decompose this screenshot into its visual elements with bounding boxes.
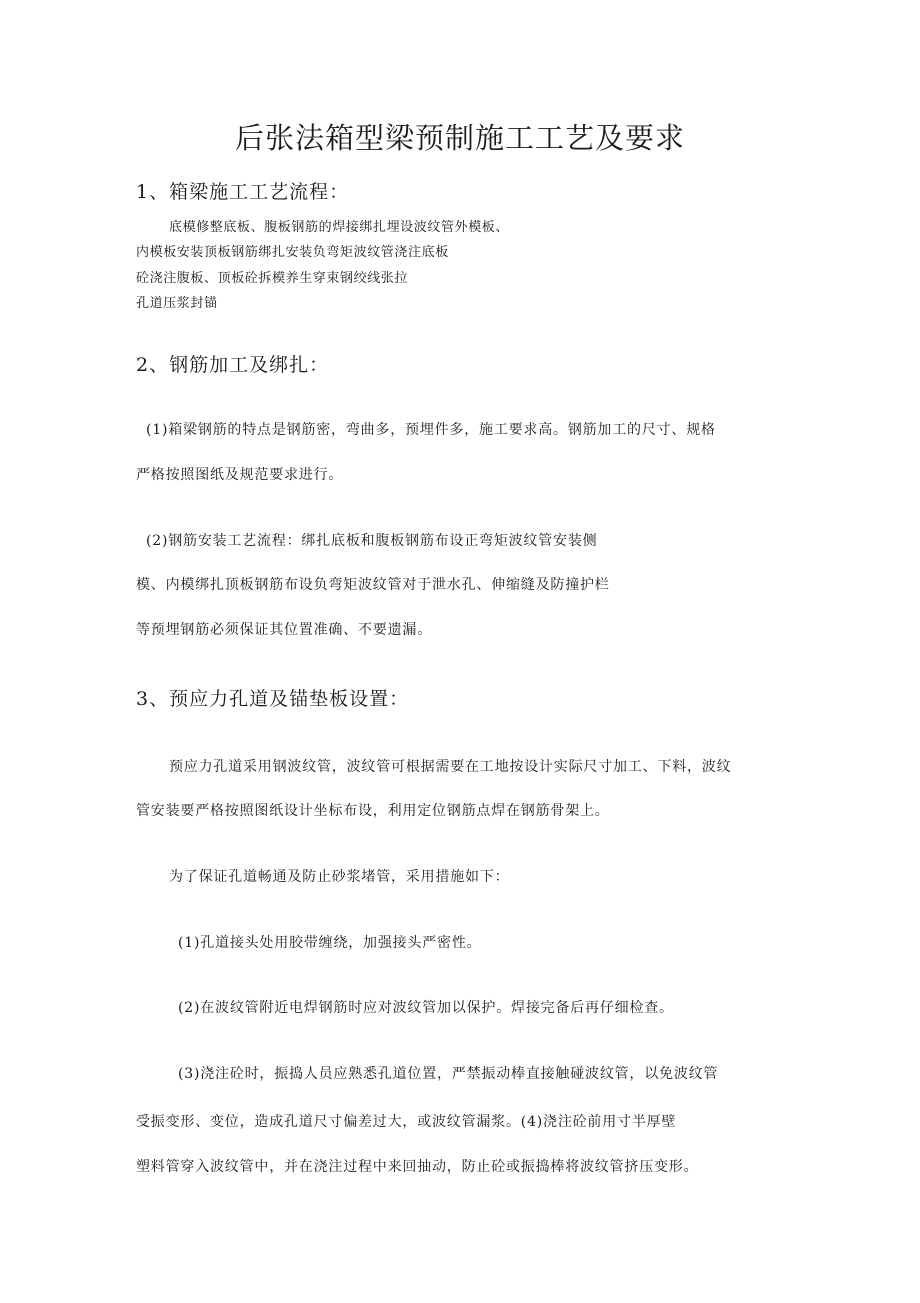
section-3-heading: 3、预应力孔道及锚垫板设置： — [136, 688, 410, 710]
section-2-heading: 2、钢筋加工及绑扎： — [136, 354, 330, 376]
section-2-line-5: 等预埋钢筋必须保证其位置准确、不要遗漏。 — [136, 622, 432, 638]
section-1-line-2: 内模板安装顶板钢筋绑扎安装负弯矩波纹管浇注底板 — [136, 245, 449, 260]
section-2-line-3: (2)钢筋安装工艺流程：绑扎底板和腹板钢筋布设正弯矩波纹管安装侧 — [146, 533, 598, 549]
section-3-line-6: (3)浇注砼时，振捣人员应熟悉孔道位置，严禁振动棒直接触碰波纹管，以免波纹管 — [178, 1066, 719, 1082]
document-title: 后张法箱型梁预制施工工艺及要求 — [234, 121, 685, 155]
section-2-line-1: (1)箱梁钢筋的特点是钢筋密，弯曲多，预埋件多，施工要求高。钢筋加工的尺寸、规格 — [146, 422, 716, 438]
section-1-line-1: 底模修整底板、腹板钢筋的焊接绑扎埋设波纹管外模板、 — [169, 220, 510, 235]
section-2-line-2: 严格按照图纸及规范要求进行。 — [136, 467, 344, 483]
section-1-line-3: 砼浇注腹板、顶板砼拆模养生穿束钢绞线张拉 — [136, 271, 409, 286]
section-2-line-4: 模、内模绑扎顶板钢筋布设负弯矩波纹管对于泄水孔、伸缩缝及防撞护栏 — [136, 577, 610, 593]
section-1-heading: 1、箱梁施工工艺流程： — [136, 181, 350, 203]
section-3-line-2: 管安装要严格按照图纸设计坐标布设，利用定位钢筋点焊在钢筋骨架上。 — [136, 803, 610, 819]
section-3-line-7: 受振变形、变位，造成孔道尺寸偏差过大，或波纹管漏浆。(4)浇注砼前用寸半厚壁 — [136, 1114, 677, 1130]
section-3-line-1: 预应力孔道采用钢波纹管，波纹管可根据需要在工地按设计实际尺寸加工、下料，波纹 — [169, 759, 732, 775]
section-3-line-3: 为了保证孔道畅通及防止砂浆堵管，采用措施如下： — [169, 869, 510, 885]
section-3-line-5: (2)在波纹管附近电焊钢筋时应对波纹管加以保护。焊接完备后再仔细检查。 — [178, 1000, 674, 1016]
section-3-line-8: 塑料管穿入波纹管中，并在浇注过程中来回抽动，防止砼或振捣棒将波纹管挤压变形。 — [136, 1159, 699, 1175]
section-1-line-4: 孔道压浆封锚 — [136, 296, 218, 311]
section-3-line-4: (1)孔道接头处用胶带缠绕，加强接头严密性。 — [178, 935, 482, 951]
